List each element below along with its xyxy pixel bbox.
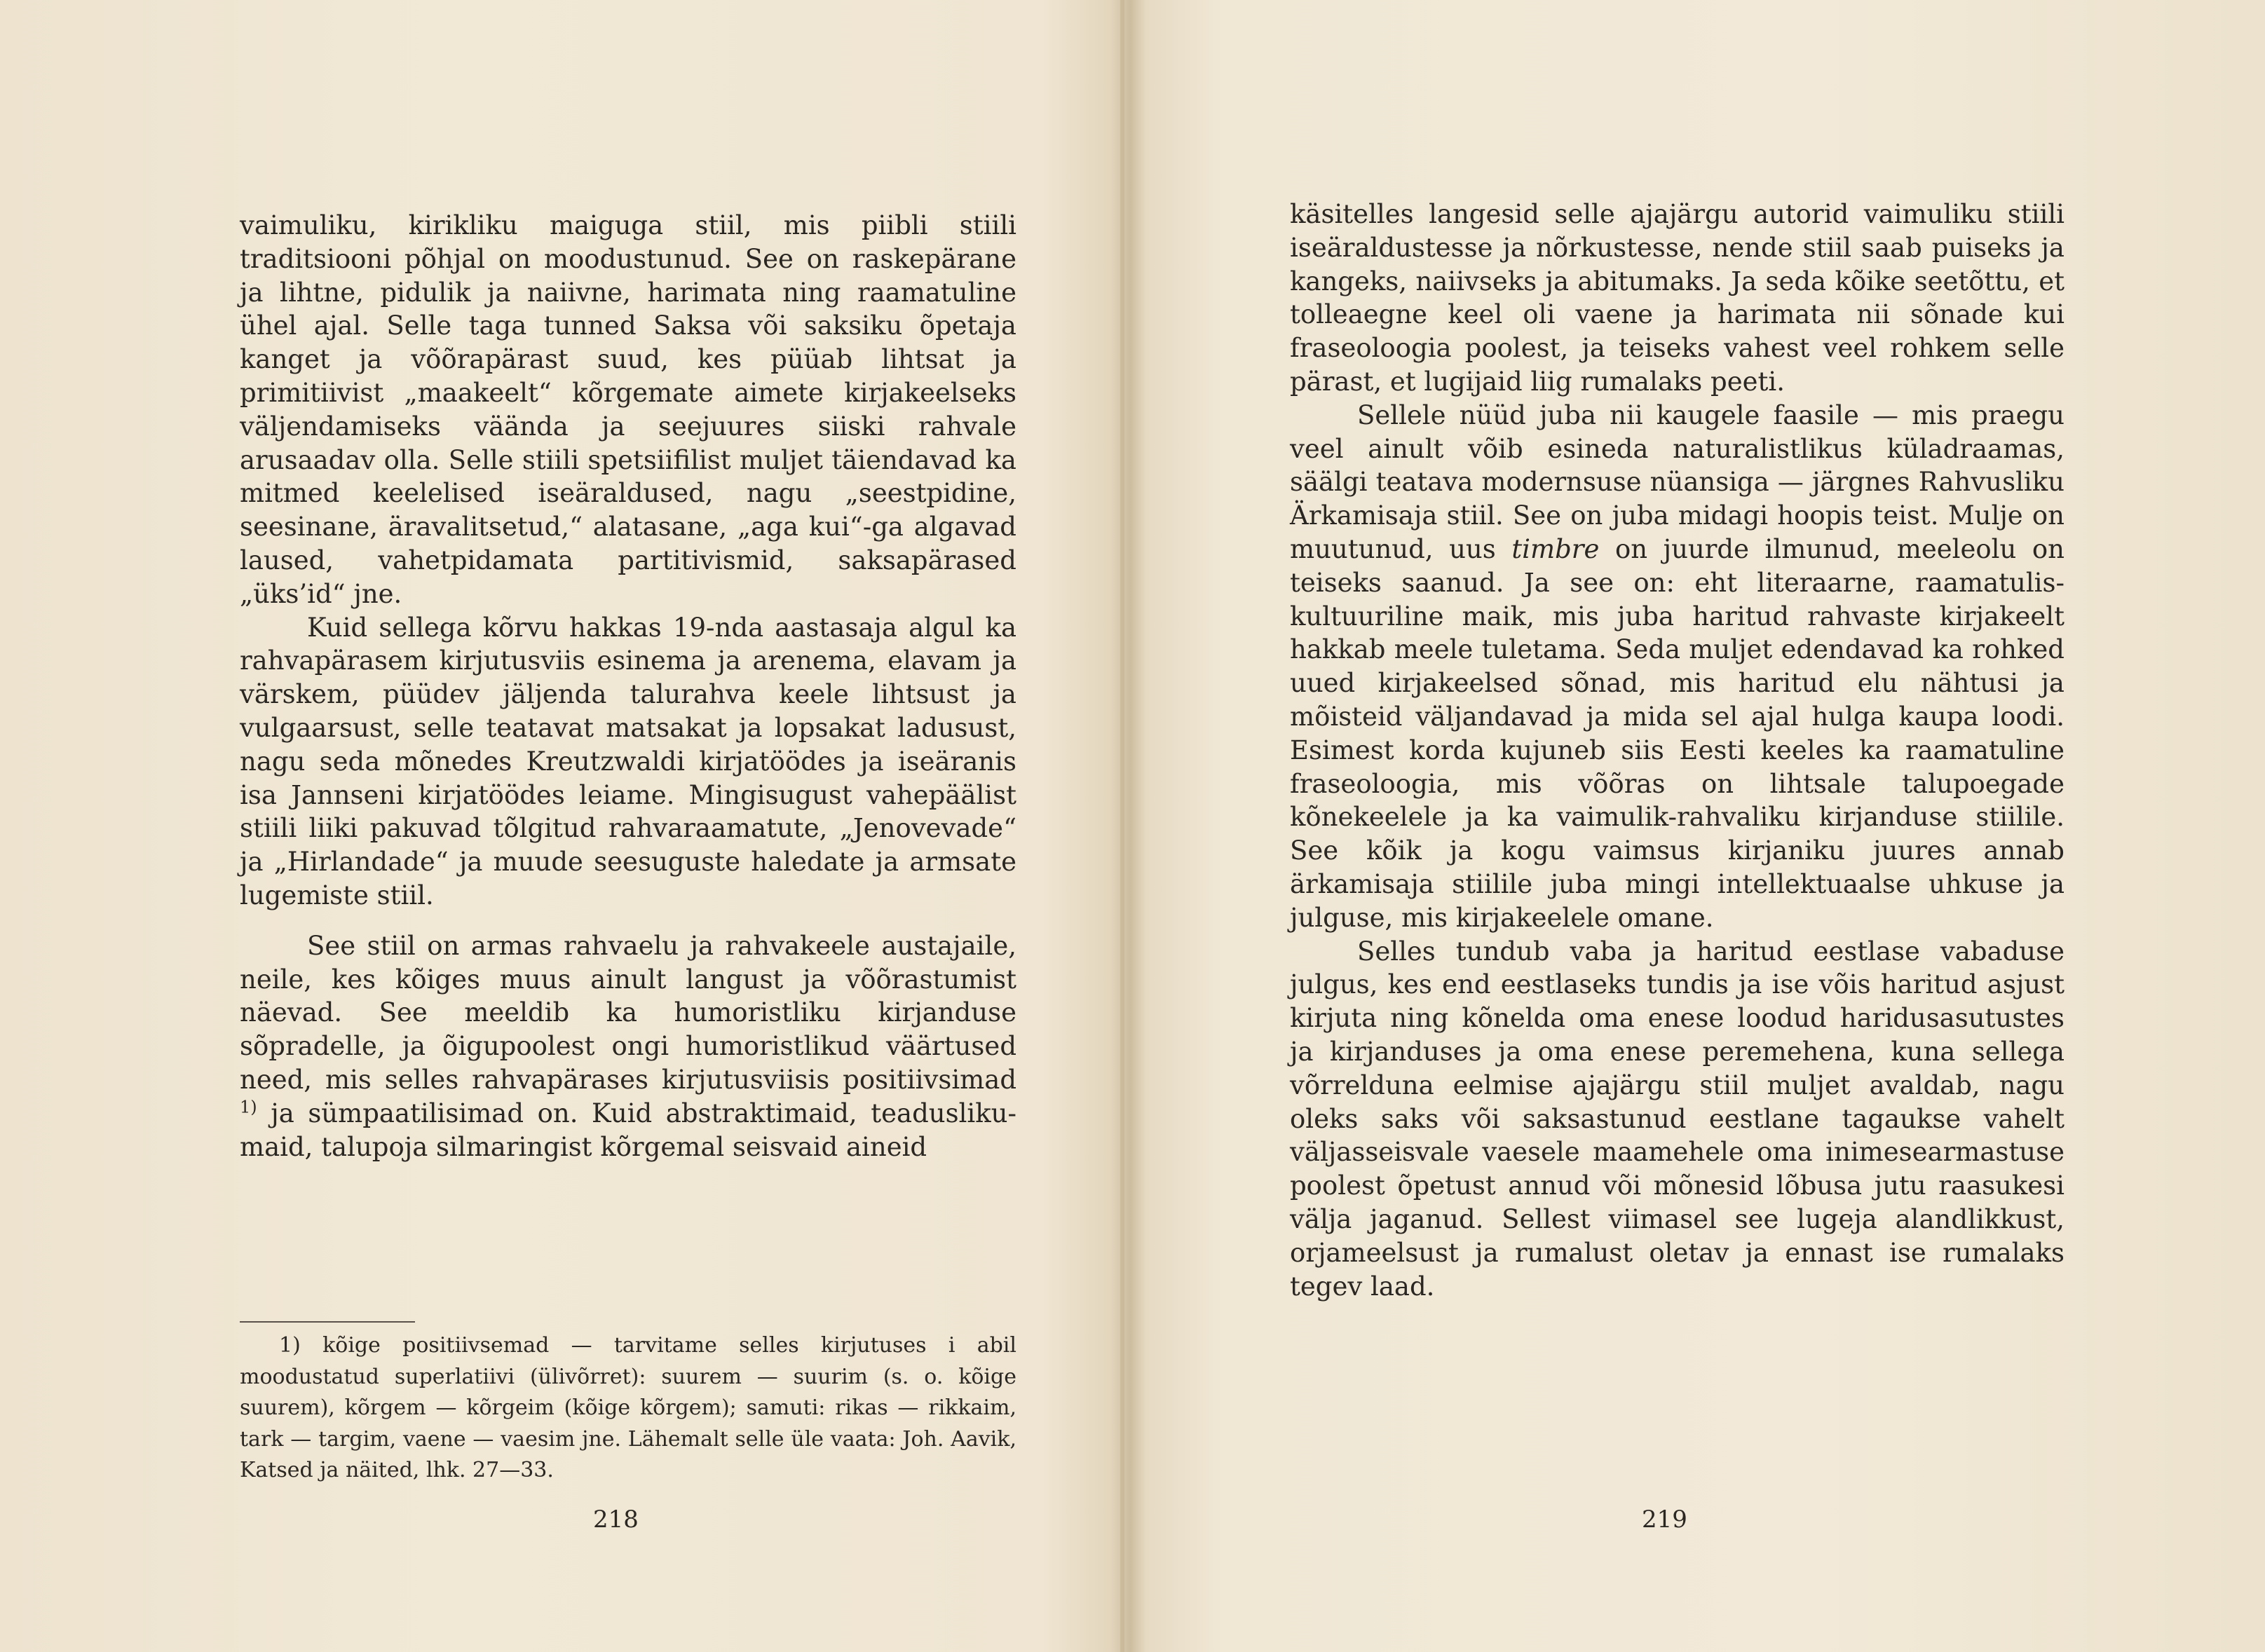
page-number-left: 218: [593, 1506, 639, 1534]
left-paragraph-3-text: See stiil on armas rahvaelu ja rahvakeele austajaile, neile, kes kõiges muus ainult langust ja võõrastumist näevad. See meeldib ka humoristliku kirjanduse sõpradelle, ja õigupoolest ongi humoristlikud väärtused need, mis selles rahvapärases kirjutusviisis positiivsimad: [240, 930, 1016, 1095]
right-paragraph-2-continuation: on juurde ilmunud, meeleolu on teiseks saanud. Ja see on: eht literaarne, raamatulis-kultuuriline maik, mis juba haritud rahvaste kirjakeelt hakkab meele tuletama. Seda muljet edendavad ka rohked uued kirjakeelsed sõnad, mis haritud elu nähtusi ja mõisteid väljandavad ja mida sel ajal hulga kaupa loodi. Esimest korda kujuneb siis Eesti keeles ka raamatuline fraseoloogia, mis võõras on lihtsale talupoegade kõnekeelele ja ka vaimulik-rahvaliku kirjanduse stiilile. See kõik ja kogu vaimsus kirjaniku juures annab ärkamisaja stiilile juba mingi intellektuaalse uhkuse ja julguse, mis kirjakeelele omane.: [1290, 533, 2065, 933]
footnote-marker: 1): [240, 1097, 257, 1117]
italic-term: timbre: [1511, 533, 1600, 564]
left-paragraph-1: vaimuliku, kirikliku maiguga stiil, mis piibli stiili traditsiooni põhjal on moodustunud. See on raskepärane ja lihtne, pidulik ja naiivne, harimata ning raamatuline ühel ajal. Selle taga tunned Saksa või saksiku õpetaja kanget ja võõrapärast suud, kes püüab lihtsat ja primitiivist „maakeelt“ kõrgemate aimete kirjakeelseks väljendamiseks väända ja seejuures siiski rahvale arusaadav olla. Selle stiili spetsiifilist muljet täiendavad ka mitmed keelelised iseäraldused, nagu „seestpidine, seesinane, äravalitsetud,“ alatasane, „aga kui“-ga algavad laused, vahetpidamata partitivismid, saksapärased „üks’id“ jne.: [240, 210, 1016, 609]
left-paragraph-3: [240, 929, 1016, 1164]
footnotes: [240, 1330, 1016, 1487]
right-page-body: [1290, 198, 2065, 1303]
left-paragraph-3-continuation: ja sümpaatilisimad on. Kuid abstraktimaid, teaduslikumaid, talupoja silmaringist kõrgemal seisvaid aineid: [240, 1098, 1017, 1162]
footnote-1: 1) kõige positiivsemad — tarvitame selles kirjutuses i abil moodustatud superlatiivi (ülivõrret): suurem — suurim (s. o. kõige suurem), kõrgem — kõrgeim (kõige kõrgem); samuti: rikas — rikkaim, tark — targim, vaene — vaesim jne. Lähemalt selle üle vaata: Joh. Aavik, Katsed ja näited, lhk. 27—33.: [240, 1333, 1016, 1482]
page-number-right: 219: [1642, 1506, 1687, 1534]
right-paragraph-2-text: Sellele nüüd juba nii kaugele faasile — mis praegu veel ainult võib esineda naturalistlikus küladraamas, säälgi teatava modernsuse nüansiga — järgnes Rahvusliku Ärkamisaja stiil. See on juba midagi hoopis teist. Mulje on muutunud, uus: [1290, 400, 2065, 564]
left-page-body: [240, 209, 1016, 1163]
footnote-divider: [240, 1321, 415, 1323]
right-paragraph-2: [1290, 399, 2065, 935]
right-page: [1129, 0, 2265, 1652]
right-paragraph-3: Selles tundub vaba ja haritud eestlase vabaduse julgus, kes end eestlaseks tundis ja ise võis haritud asjust kirjuta ning kõnelda oma enese loodud haridusasutustes ja kirjanduses ja oma enese peremehena, kuna sellega võrrelduna eelmise ajajärgu stiil muljet avaldab, nagu oleks saks või saksastunud eestlane tagaukse vahelt väljasseisvale vaesele maamehele oma inimesearmastuse poolest õpetust annud või mõnesid lõbusa jutu raasukesi välja jaganud. Sellest viimasel see lugeja alandlikkust, orjameelsust ja rumalust oletav ja ennast ise rumalaks tegev laad.: [1290, 936, 2065, 1302]
right-paragraph-1: käsitelles langesid selle ajajärgu autorid vaimuliku stiili iseäraldustesse ja nõrkustesse, nende stiil saab puiseks ja kangeks, naiivseks ja abitumaks. Ja seda kõike seetõttu, et tolleaegne keel oli vaene ja harimata nii sõnade kui fraseoloogia poolest, ja teiseks vahest veel rohkem selle pärast, et lugijaid liig rumalaks peeti.: [1290, 199, 2065, 397]
left-paragraph-2: Kuid sellega kõrvu hakkas 19-nda aastasaja algul ka rahvapärasem kirjutusviis esinema ja arenema, elavam ja värskem, püüdev jäljenda talurahva keele lihtsust ja vulgaarsust, selle teatavat matsakat ja lopsakat ladusust, nagu seda mõnedes Kreutzwaldi kirjatöödes ja iseäranis isa Jannseni kirjatöödes leiame. Mingisugust vahepäälist stiili liiki pakuvad tõlgitud rahvaraamatute, „Jenovevade“ ja „Hirlandade“ ja muude seesuguste haledate ja armsate lugemiste stiil.: [240, 612, 1016, 910]
left-page: [0, 0, 1129, 1652]
